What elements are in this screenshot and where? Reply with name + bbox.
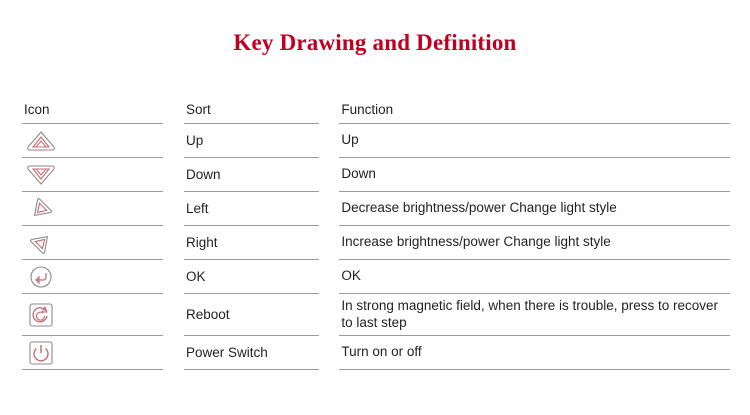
function-cell: [339, 158, 730, 192]
function-text: Increase brightness/power Change light style: [341, 234, 611, 250]
table-header-row: [22, 96, 730, 124]
column-header-function: Function: [339, 96, 730, 124]
spacer: [163, 260, 184, 294]
right-triangle-icon: [24, 230, 58, 256]
icon-cell: [22, 336, 163, 370]
reboot-spiral-icon: [24, 302, 58, 328]
sort-cell: OK: [184, 260, 319, 294]
function-text: Up: [341, 132, 359, 148]
spacer: [319, 124, 340, 158]
function-cell: [339, 124, 730, 158]
spacer: [163, 294, 184, 336]
function-cell: [339, 226, 730, 260]
icon-cell: [22, 260, 163, 294]
sort-cell: Left: [184, 192, 319, 226]
spacer: [319, 260, 340, 294]
page-title: Key Drawing and Definition: [233, 30, 517, 55]
left-triangle-icon: [24, 196, 58, 222]
down-triangle-icon: [24, 162, 58, 188]
spacer: [319, 226, 340, 260]
table-row: [22, 336, 730, 370]
table-row: [22, 158, 730, 192]
spacer: [319, 294, 340, 336]
function-text: Decrease brightness/power Change light style: [341, 200, 617, 216]
table-row: [22, 260, 730, 294]
spacer: [163, 158, 184, 192]
function-cell: [339, 336, 730, 370]
function-cell: [339, 192, 730, 226]
table-row: [22, 192, 730, 226]
sort-cell: Down: [184, 158, 319, 192]
spacer: [319, 336, 340, 370]
function-text: Down: [341, 166, 376, 182]
key-definition-table: [22, 96, 730, 370]
sort-cell: Reboot: [184, 294, 319, 336]
spacer: [319, 96, 340, 124]
column-header-icon: Icon: [22, 96, 163, 124]
sort-cell: Power Switch: [184, 336, 319, 370]
function-cell: [339, 260, 730, 294]
spacer: [163, 192, 184, 226]
icon-cell: [22, 158, 163, 192]
icon-cell: [22, 294, 163, 336]
up-triangle-icon: [24, 128, 58, 154]
spacer: [163, 124, 184, 158]
function-text: OK: [341, 268, 361, 284]
function-cell: [339, 294, 730, 336]
ok-enter-icon: [24, 264, 58, 290]
sort-cell: Up: [184, 124, 319, 158]
spacer: [163, 96, 184, 124]
power-switch-icon: [24, 340, 58, 366]
icon-cell: [22, 192, 163, 226]
icon-cell: [22, 124, 163, 158]
spacer: [319, 192, 340, 226]
table-row: [22, 226, 730, 260]
table-row: [22, 294, 730, 336]
function-text: Turn on or off: [341, 344, 422, 360]
sort-cell: Right: [184, 226, 319, 260]
table-row: [22, 124, 730, 158]
spacer: [163, 336, 184, 370]
spacer: [319, 158, 340, 192]
icon-cell: [22, 226, 163, 260]
column-header-sort: Sort: [184, 96, 319, 124]
spacer: [163, 226, 184, 260]
function-text: In strong magnetic field, when there is trouble, press to recover to last step: [341, 297, 719, 330]
